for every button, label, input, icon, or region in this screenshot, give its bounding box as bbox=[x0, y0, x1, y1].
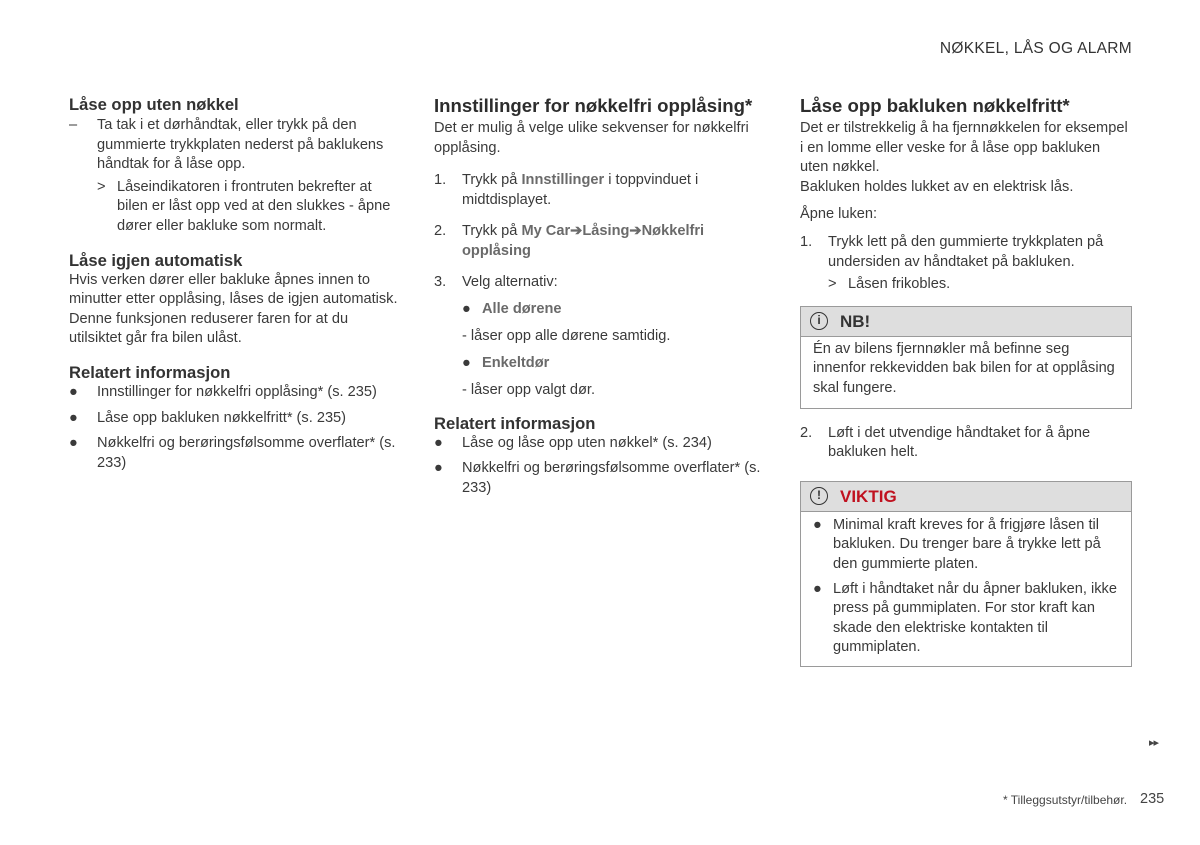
page-number: 235 bbox=[1140, 791, 1165, 807]
menu-label-locking: Låsing bbox=[582, 223, 630, 240]
page-header: NØKKEL, LÅS OG ALARM bbox=[939, 40, 1132, 57]
warning-box-header bbox=[801, 482, 1131, 512]
step-2 bbox=[434, 222, 764, 261]
column-1 bbox=[69, 94, 399, 473]
result-text: Låsen frikobles. bbox=[848, 276, 951, 293]
option-description: - låser opp alle dørene samtidig. bbox=[462, 327, 671, 344]
section-title-related: Relatert informasjon bbox=[69, 362, 231, 382]
note-text: Én av bilens fjernnøkler må befinne seg innenfor rekkevidden bak bilen for at opplåsing skal fungere. bbox=[813, 340, 1115, 396]
column-2 bbox=[434, 94, 764, 498]
result-item bbox=[828, 275, 1132, 295]
warning-item-text: Minimal kraft kreves for å frigjøre låsen til bakluken. Du trenger bare å trykke lett på den gummierte platen. bbox=[833, 516, 1101, 572]
bullet: ● bbox=[813, 516, 822, 533]
note-box bbox=[800, 306, 1132, 409]
step-text: Trykk på bbox=[462, 223, 522, 240]
related-link-text[interactable]: Nøkkelfri og berøringsfølsomme overflater* (s. 233) bbox=[97, 435, 396, 471]
step-text: Trykk lett på den gummierte trykkplaten på undersiden av håndtaket på bakluken. bbox=[828, 233, 1104, 270]
step-number: 2. bbox=[434, 223, 447, 240]
menu-label-settings: Innstillinger bbox=[521, 172, 605, 189]
column-3 bbox=[800, 94, 1132, 667]
related-link[interactable] bbox=[69, 383, 399, 403]
related-link-text[interactable]: Låse opp bakluken nøkkelfritt* (s. 235) bbox=[97, 409, 347, 426]
section-title-keyless-settings: Innstillinger for nøkkelfri opplåsing* bbox=[434, 95, 753, 116]
section-title-related: Relatert informasjon bbox=[434, 413, 596, 433]
bullet: ● bbox=[813, 580, 822, 597]
exclamation-icon: ! bbox=[810, 487, 828, 505]
warning-item-text: Løft i håndtaket når du åpner bakluken, ikke press på gummiplaten. For stor kraft kan skade den elektriske kontakten til gummiplaten. bbox=[833, 580, 1117, 656]
menu-label-keyless-unlock: Nøkkelfri opplåsing bbox=[462, 223, 705, 259]
result-mark: > bbox=[97, 178, 106, 195]
related-link-text[interactable]: Låse og låse opp uten nøkkel* (s. 234) bbox=[462, 434, 712, 451]
body-text: Bakluken holdes lukket av en elektrisk lås. bbox=[800, 178, 1074, 195]
result-item bbox=[97, 178, 399, 237]
section-title-unlock-without-key: Låse opp uten nøkkel bbox=[69, 95, 239, 114]
step-2 bbox=[800, 424, 1132, 463]
related-link[interactable] bbox=[69, 409, 399, 429]
body-text: Åpne luken: bbox=[800, 206, 878, 223]
option-label: Alle dørene bbox=[482, 301, 562, 318]
step-text: i toppvinduet i midtdisplayet. bbox=[462, 172, 699, 208]
step-number: 1. bbox=[434, 172, 447, 189]
intro-text: Det er mulig å velge ulike sekvenser for nøkkelfri opplåsing. bbox=[434, 120, 749, 156]
related-link[interactable] bbox=[434, 459, 764, 498]
dash-mark: – bbox=[69, 117, 78, 133]
intro-text: Det er tilstrekkelig å ha fjernnøkkelen for eksempel i en lomme eller veske for å låse opp bakluken uten nøkkel. bbox=[800, 120, 1128, 176]
bullet: ● bbox=[69, 409, 78, 426]
result-text: Låseindikatoren i frontruten bekrefter at bilen er låst opp ved at den slukkes - åpne dører eller bakluke som normalt. bbox=[117, 178, 391, 234]
step-text: Trykk på bbox=[462, 172, 522, 189]
instruction-text: Ta tak i et dørhåndtak, eller trykk på den gummierte trykkplaten nederst på baklukens håndtak for å låse opp. bbox=[97, 117, 384, 173]
next-page-arrows-icon: ▸▸ bbox=[1149, 737, 1159, 749]
step-1 bbox=[434, 171, 764, 210]
list-item bbox=[69, 116, 399, 175]
footnote: * Tilleggsutstyr/tilbehør. bbox=[1003, 793, 1128, 807]
section-title-tailgate-keyless: Låse opp bakluken nøkkelfritt* bbox=[800, 95, 1070, 116]
option-label: Enkeltdør bbox=[482, 355, 550, 372]
note-box-header bbox=[801, 307, 1131, 337]
bullet: ● bbox=[69, 383, 78, 400]
step-1 bbox=[800, 233, 1132, 272]
note-title: NB! bbox=[840, 311, 871, 331]
step-text: Velg alternativ: bbox=[462, 273, 558, 290]
bullet: ● bbox=[434, 460, 443, 477]
option-description: - låser opp valgt dør. bbox=[462, 381, 596, 398]
result-mark: > bbox=[828, 276, 837, 293]
bullet: ● bbox=[462, 301, 471, 318]
related-link-text[interactable]: Nøkkelfri og berøringsfølsomme overflater* (s. 233) bbox=[462, 460, 761, 496]
option-all-doors bbox=[462, 300, 764, 320]
option-single-door bbox=[462, 354, 764, 374]
section-title-auto-relock: Låse igjen automatisk bbox=[69, 250, 243, 270]
related-link-text[interactable]: Innstillinger for nøkkelfri opplåsing* (s. 235) bbox=[97, 383, 377, 400]
menu-label-my-car: My Car bbox=[521, 223, 571, 240]
step-number: 3. bbox=[434, 273, 447, 290]
warning-title: VIKTIG bbox=[840, 486, 897, 506]
info-icon: i bbox=[810, 312, 828, 330]
step-number: 1. bbox=[800, 233, 813, 250]
warning-item bbox=[813, 516, 1119, 575]
auto-relock-text: Hvis verken dører eller bakluke åpnes innen to minutter etter opplåsing, låses de igjen automatisk. Denne funksjonen reduserer faren for at du utilsiktet går fra bilen ulåst. bbox=[69, 271, 398, 347]
bullet: ● bbox=[434, 434, 443, 451]
bullet: ● bbox=[462, 355, 471, 372]
step-number: 2. bbox=[800, 424, 813, 441]
arrow-right-icon: ➔ bbox=[570, 223, 583, 240]
related-link[interactable] bbox=[69, 434, 399, 473]
bullet: ● bbox=[69, 435, 78, 452]
warning-item bbox=[813, 580, 1119, 658]
related-link[interactable] bbox=[434, 434, 764, 454]
step-text: Løft i det utvendige håndtaket for å åpne bakluken helt. bbox=[828, 424, 1091, 461]
warning-box bbox=[800, 481, 1132, 667]
arrow-right-icon: ➔ bbox=[629, 223, 642, 240]
step-3 bbox=[434, 273, 764, 293]
